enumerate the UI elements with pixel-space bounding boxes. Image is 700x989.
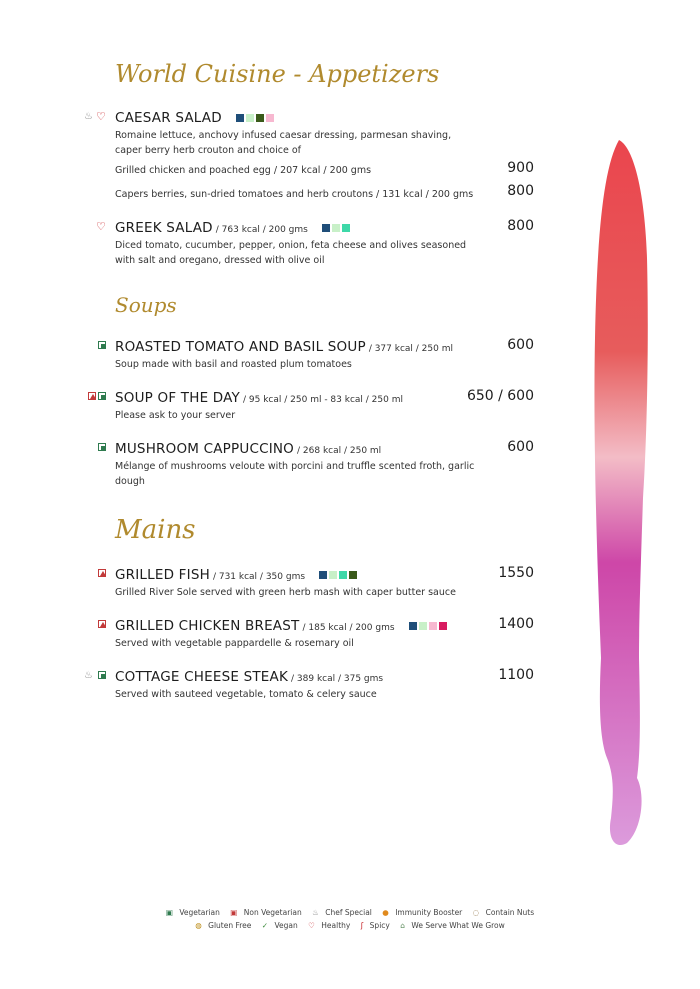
vegetarian-legend: ▣ Vegetarian (165, 908, 220, 917)
swatch (246, 114, 254, 122)
item-option: Grilled chicken and poached egg / 207 kcal / 200 gms (115, 165, 372, 176)
immunity-booster-legend: ● Immunity Booster (382, 908, 463, 917)
non-vegetarian-icon (98, 620, 106, 628)
chef-special-icon: ♨ (84, 111, 93, 122)
item-name: CAESAR SALAD (115, 110, 222, 126)
non-vegetarian-legend: ▣ Non Vegetarian (230, 908, 302, 917)
item-meta: / 763 kcal / 200 gms (215, 225, 308, 235)
swatch (429, 622, 437, 630)
item-meta: / 731 kcal / 350 gms (212, 572, 306, 582)
item-price: 800 (507, 183, 534, 199)
item-price: 1400 (498, 616, 534, 632)
swatch (322, 224, 330, 232)
item-meta: / 185 kcal / 200 gms (302, 623, 395, 633)
item-price: 1100 (498, 667, 534, 683)
item-name: GREEK SALAD (115, 220, 213, 236)
item-description: Romaine lettuce, anchovy infused caesar dressing, parmesan shaving, caper berry herb crouton and choice of (115, 130, 452, 156)
item-name: COTTAGE CHEESE STEAK (115, 669, 289, 685)
item-price: 600 (507, 337, 534, 353)
swatch (332, 224, 340, 232)
legend-row-2 (0, 921, 700, 930)
non-vegetarian-icon (98, 569, 106, 577)
item-price: 600 (507, 439, 534, 455)
swatch (342, 224, 350, 232)
swatch (256, 114, 264, 122)
item-name: MUSHROOM CAPPUCCINO (115, 441, 295, 457)
item-meta: / 268 kcal / 250 ml (297, 446, 382, 456)
swatch (349, 571, 357, 579)
menu-item-soup-of-the-day (82, 388, 534, 424)
swatch (409, 622, 417, 630)
nutrition-swatches (322, 218, 352, 238)
item-description: Diced tomato, cucumber, pepper, onion, feta cheese and olives seasoned with salt and oregano, dressed with olive oil (115, 240, 467, 266)
grow-legend: ⌂ We Serve What We Grow (400, 921, 505, 930)
menu-item-cottage-cheese-steak (82, 667, 534, 703)
swatch (236, 114, 244, 122)
swatch (266, 114, 274, 122)
section-title-appetizers: World Cuisine - Appetizers (115, 60, 440, 88)
item-price: 650 / 600 (466, 388, 534, 404)
gluten-free-legend: ◍ Gluten Free (195, 921, 252, 930)
vegan-legend: ✓ Vegan (261, 921, 298, 930)
chef-special-legend: ♨ Chef Special (312, 908, 372, 917)
swatch (329, 571, 337, 579)
vegetarian-icon (98, 671, 106, 679)
healthy-icon: ♡ (96, 220, 106, 233)
item-meta: / 95 kcal / 250 ml - 83 kcal / 250 ml (243, 395, 403, 405)
menu-item-mushroom-cappuccino (82, 439, 534, 491)
legend-row-1 (0, 908, 700, 917)
menu-item-roasted-tomato-soup (82, 337, 534, 373)
item-description: Soup made with basil and roasted plum tomatoes (115, 359, 352, 370)
section-title-mains: Mains (115, 515, 196, 545)
item-meta: / 377 kcal / 250 ml (368, 344, 453, 354)
section-title-soups: Soups (115, 293, 177, 317)
vegetarian-icon (98, 341, 106, 349)
item-price: 800 (507, 218, 534, 234)
knife-illustration (585, 138, 655, 850)
healthy-icon: ♡ (96, 110, 106, 123)
item-description: Please ask to your server (115, 410, 236, 421)
item-name: SOUP OF THE DAY (115, 390, 241, 406)
spicy-legend: ʃ Spicy (360, 921, 390, 930)
item-option: Capers berries, sun-dried tomatoes and herb croutons / 131 kcal / 200 gms (115, 189, 474, 200)
item-description: Served with vegetable pappardelle & rosemary oil (115, 638, 354, 649)
item-description: Grilled River Sole served with green herb mash with caper butter sauce (115, 587, 456, 598)
nutrition-swatches (236, 108, 276, 128)
non-vegetarian-icon (88, 392, 96, 400)
item-description: Mélange of mushrooms veloute with porcini and truffle scented froth, garlic dough (115, 461, 475, 487)
item-price: 900 (507, 160, 534, 176)
item-name: GRILLED CHICKEN BREAST (115, 618, 300, 634)
swatch (439, 622, 447, 630)
nutrition-swatches (319, 565, 359, 585)
swatch (319, 571, 327, 579)
menu-item-caesar-salad (82, 108, 534, 204)
menu-item-greek-salad (82, 218, 534, 270)
nutrition-swatches (409, 616, 449, 636)
vegetarian-icon (98, 443, 106, 451)
item-price: 1550 (498, 565, 534, 581)
item-name: ROASTED TOMATO AND BASIL SOUP (115, 339, 366, 355)
swatch (419, 622, 427, 630)
menu-item-grilled-chicken-breast (82, 616, 534, 652)
chef-special-icon: ♨ (84, 670, 93, 681)
item-name: GRILLED FISH (115, 567, 210, 583)
contain-nuts-legend: ◌ Contain Nuts (472, 908, 535, 917)
vegetarian-icon (98, 392, 106, 400)
item-meta: / 389 kcal / 375 gms (291, 674, 384, 684)
item-description: Served with sauteed vegetable, tomato & celery sauce (115, 689, 377, 700)
menu-item-grilled-fish (82, 565, 534, 601)
swatch (339, 571, 347, 579)
healthy-legend: ♡ Healthy (308, 921, 351, 930)
